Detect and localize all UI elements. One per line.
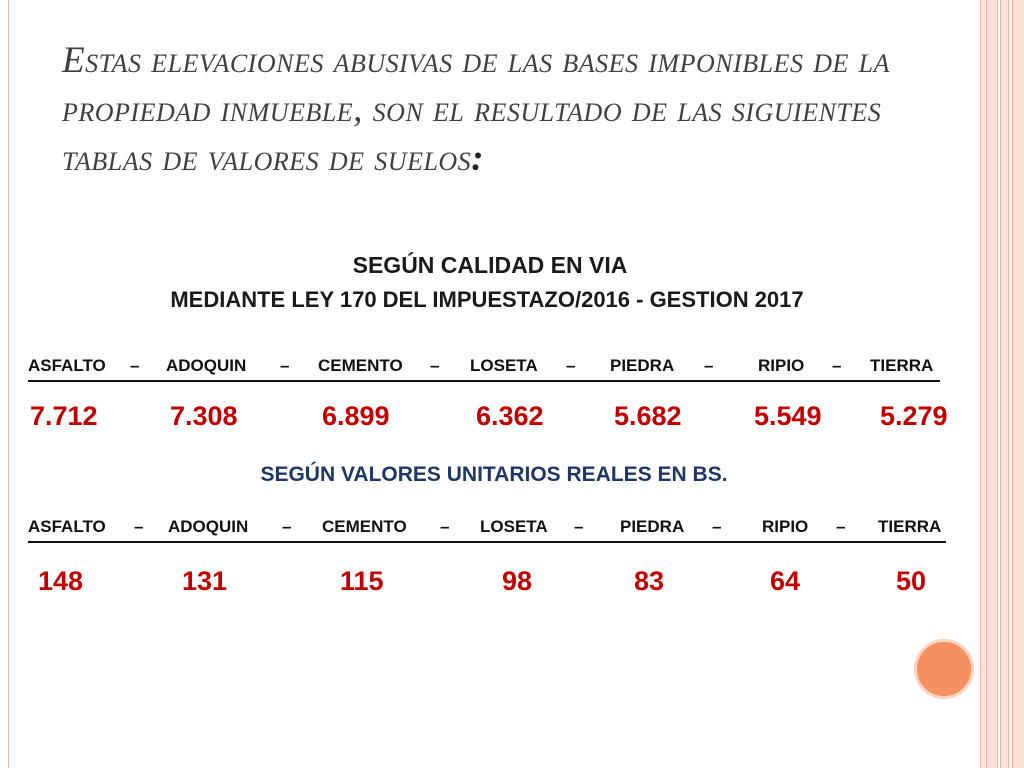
label-cemento: CEMENTO <box>318 356 403 375</box>
label-tierra: TIERRA <box>870 356 934 375</box>
section1-subheading: MEDIANTE LEY 170 DEL IMPUESTAZO/2016 - GESTION 2017 <box>170 287 804 312</box>
label-ripio: RIPIO <box>758 356 805 375</box>
value-asfalto: 7.712 <box>30 401 98 431</box>
value-cemento: 115 <box>340 566 384 596</box>
label-dash: – <box>282 517 292 536</box>
right-stripe-3 <box>1000 0 1009 768</box>
section2-labels-row <box>28 517 946 543</box>
right-stripe-2 <box>986 0 998 768</box>
right-stripe-4 <box>1012 0 1024 768</box>
orange-circle-decoration <box>914 639 974 699</box>
label-dash: – <box>566 356 576 375</box>
label-dash: – <box>832 356 842 375</box>
slide-title <box>62 36 902 183</box>
label-dash: – <box>704 356 714 375</box>
section2-heading: SEGÚN VALORES UNITARIOS REALES EN BS. <box>260 463 728 486</box>
label-dash: – <box>574 517 584 536</box>
label-dash: – <box>712 517 722 536</box>
right-stripe-1 <box>980 0 985 768</box>
value-piedra: 5.682 <box>614 401 682 431</box>
section1-labels-row <box>28 356 940 382</box>
label-adoquin: ADOQUIN <box>168 517 249 536</box>
label-dash: – <box>430 356 440 375</box>
value-piedra: 83 <box>634 566 665 596</box>
label-piedra: PIEDRA <box>620 517 685 536</box>
label-adoquin: ADOQUIN <box>166 356 247 375</box>
label-loseta: LOSETA <box>480 517 548 536</box>
label-asfalto: ASFALTO <box>28 517 106 536</box>
value-adoquin: 131 <box>182 566 228 596</box>
value-cemento: 6.899 <box>322 401 390 431</box>
value-tierra: 50 <box>896 566 927 596</box>
value-loseta: 98 <box>502 566 533 596</box>
label-dash: – <box>130 356 140 375</box>
label-tierra: TIERRA <box>878 517 942 536</box>
value-tierra: 5.279 <box>880 401 948 431</box>
label-dash: – <box>280 356 290 375</box>
left-border <box>8 0 9 768</box>
value-adoquin: 7.308 <box>170 401 238 431</box>
value-asfalto: 148 <box>38 566 84 596</box>
value-ripio: 5.549 <box>754 401 822 431</box>
label-ripio: RIPIO <box>762 517 809 536</box>
label-dash: – <box>134 517 144 536</box>
label-piedra: PIEDRA <box>610 356 675 375</box>
label-cemento: CEMENTO <box>322 517 407 536</box>
slide-title-text: Estas elevaciones abusivas de las bases imponibles de la propiedad inmueble, son el resultado de las siguientes tablas de valores de suelos <box>62 40 890 179</box>
label-dash: – <box>836 517 846 536</box>
value-ripio: 64 <box>770 566 801 596</box>
label-asfalto: ASFALTO <box>28 356 106 375</box>
slide-title-colon: : <box>471 138 485 179</box>
value-loseta: 6.362 <box>476 401 544 431</box>
section1-heading: SEGÚN CALIDAD EN VIA <box>352 252 628 278</box>
label-dash: – <box>440 517 450 536</box>
label-loseta: LOSETA <box>470 356 538 375</box>
